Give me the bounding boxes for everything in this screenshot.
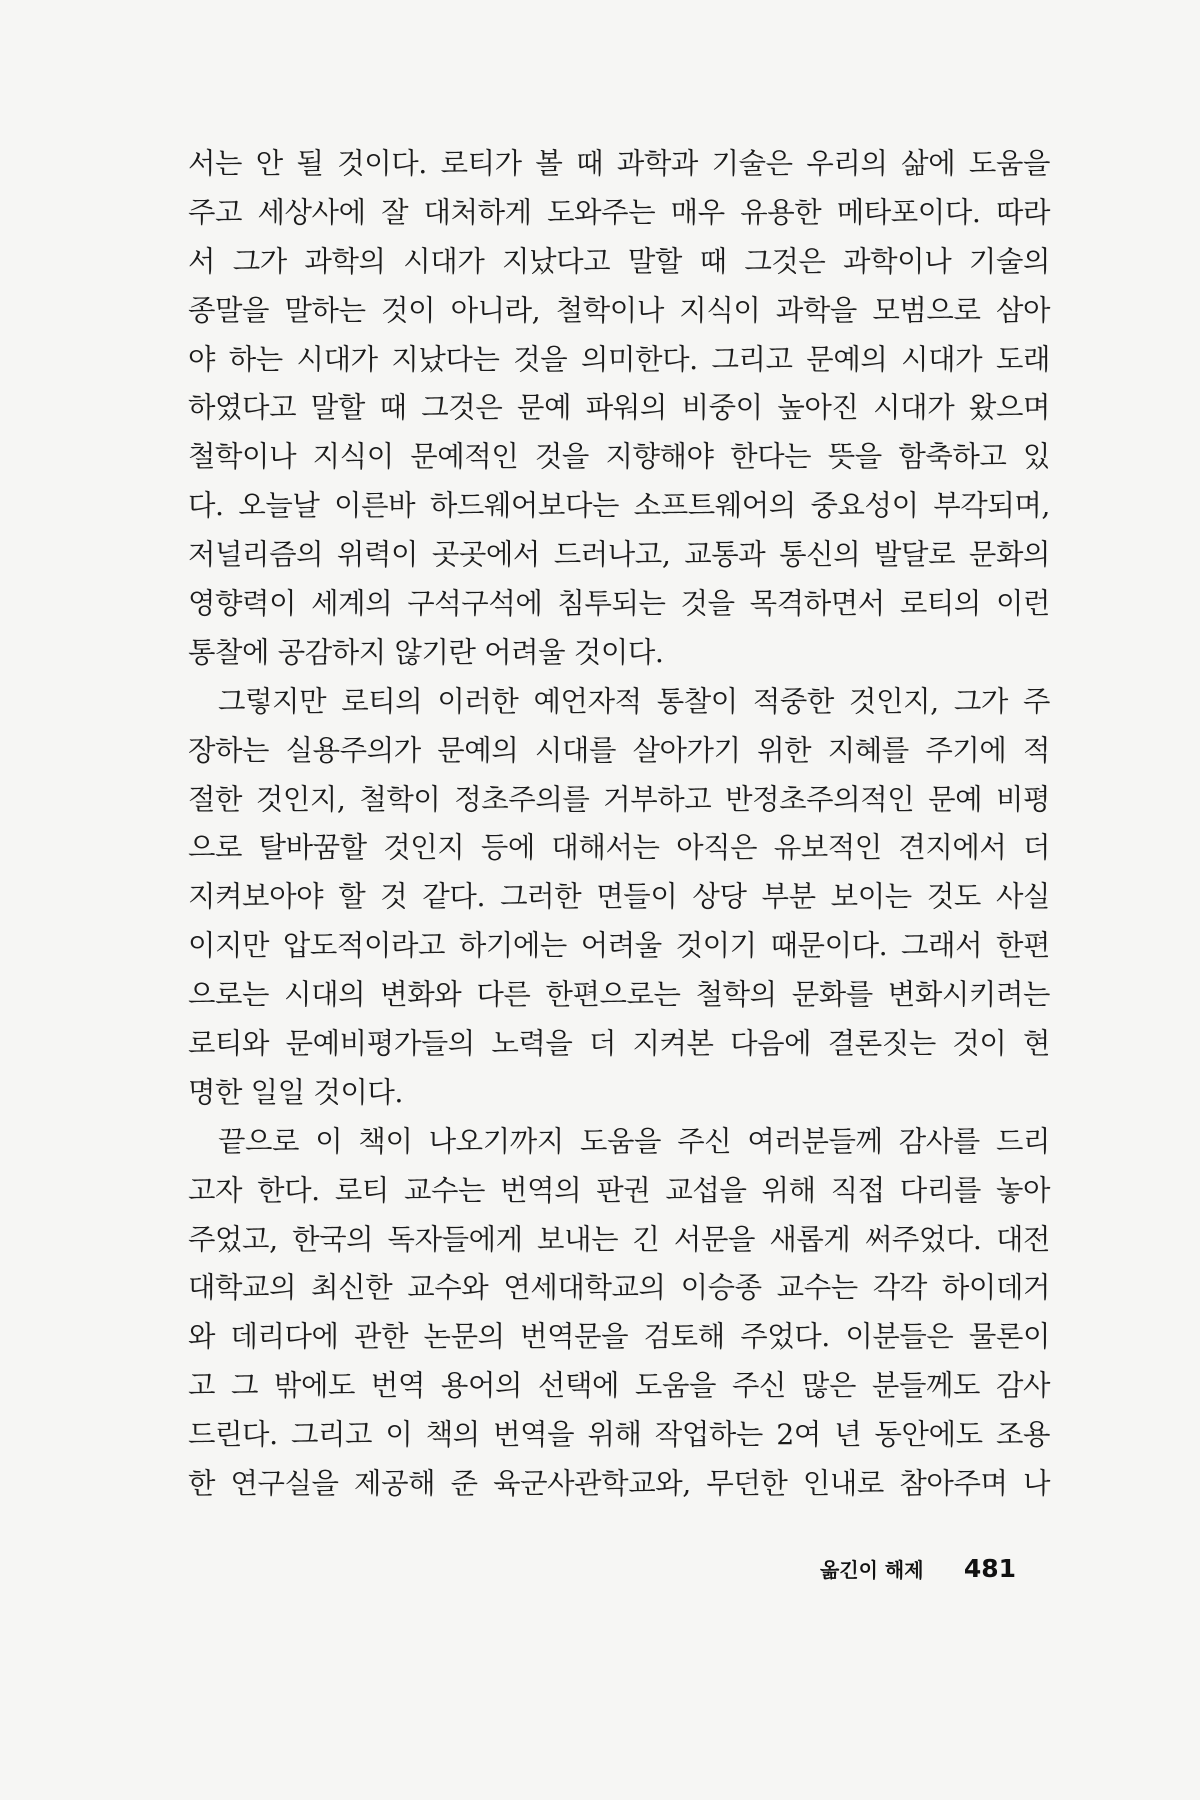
text-line: 저널리즘의 위력이 곳곳에서 드러나고, 교통과 통신의 발달로 문화의 — [188, 538, 1050, 572]
text-line: 다. 오늘날 이른바 하드웨어보다는 소프트웨어의 중요성이 부각되며, — [188, 489, 1050, 523]
text-line: 서 그가 과학의 시대가 지났다고 말할 때 그것은 과학이나 기술의 — [188, 244, 1050, 278]
text-line: 주고 세상사에 잘 대처하게 도와주는 매우 유용한 메타포이다. 따라 — [188, 195, 1050, 229]
body-text — [188, 140, 1050, 1509]
text-line: 지켜보아야 할 것 같다. 그러한 면들이 상당 부분 보이는 것도 사실 — [188, 880, 1050, 914]
text-line: 종말을 말하는 것이 아니라, 철학이나 지식이 과학을 모범으로 삼아 — [188, 293, 1050, 327]
text-line: 이지만 압도적이라고 하기에는 어려울 것이기 때문이다. 그래서 한편 — [188, 929, 1050, 963]
text-line: 고자 한다. 로티 교수는 번역의 판권 교섭을 위해 직접 다리를 놓아 — [188, 1173, 1050, 1207]
text-line: 와 데리다에 관한 논문의 번역문을 검토해 주었다. 이분들은 물론이 — [188, 1320, 1050, 1354]
page-footer — [820, 1553, 1016, 1587]
text-line: 한 연구실을 제공해 준 육군사관학교와, 무던한 인내로 참아주며 나 — [188, 1467, 1050, 1501]
running-head: 옮긴이 해제 — [820, 1558, 924, 1582]
text-line: 철학이나 지식이 문예적인 것을 지향해야 한다는 뜻을 함축하고 있 — [188, 440, 1050, 474]
paragraph-first-line: 그렇지만 로티의 이러한 예언자적 통찰이 적중한 것인지, 그가 주 — [218, 684, 1050, 718]
text-line: 고 그 밖에도 번역 용어의 선택에 도움을 주신 많은 분들께도 감사 — [188, 1369, 1050, 1403]
text-line: 영향력이 세계의 구석구석에 침투되는 것을 목격하면서 로티의 이런 — [188, 587, 1050, 621]
text-line: 절한 것인지, 철학이 정초주의를 거부하고 반정초주의적인 문예 비평 — [188, 782, 1050, 816]
text-line: 서는 안 될 것이다. 로티가 볼 때 과학과 기술은 우리의 삶에 도움을 — [188, 147, 1050, 180]
text-line: 드린다. 그리고 이 책의 번역을 위해 작업하는 2여 년 동안에도 조용 — [188, 1418, 1050, 1452]
text-line: 대학교의 최신한 교수와 연세대학교의 이승종 교수는 각각 하이데거 — [188, 1271, 1050, 1305]
text-line: 으로 탈바꿈할 것인지 등에 대해서는 아직은 유보적인 견지에서 더 — [188, 831, 1050, 865]
text-line: 으로는 시대의 변화와 다른 한편으로는 철학의 문화를 변화시키려는 — [188, 978, 1050, 1012]
text-line: 하였다고 말할 때 그것은 문예 파워의 비중이 높아진 시대가 왔으며 — [188, 391, 1050, 425]
text-line: 주었고, 한국의 독자들에게 보내는 긴 서문을 새롭게 써주었다. 대전 — [188, 1222, 1050, 1256]
paragraph-first-line: 끝으로 이 책이 나오기까지 도움을 주신 여러분들께 감사를 드리 — [218, 1124, 1050, 1158]
paragraph-last-line: 명한 일일 것이다. — [188, 1075, 404, 1109]
text-line: 야 하는 시대가 지났다는 것을 의미한다. 그리고 문예의 시대가 도래 — [188, 342, 1050, 376]
text-line: 장하는 실용주의가 문예의 시대를 살아가기 위한 지혜를 주기에 적 — [188, 733, 1050, 767]
text-line: 로티와 문예비평가들의 노력을 더 지켜본 다음에 결론짓는 것이 현 — [188, 1027, 1050, 1061]
paragraph-last-line: 통찰에 공감하지 않기란 어려울 것이다. — [188, 635, 664, 669]
page-number: 481 — [963, 1554, 1016, 1583]
